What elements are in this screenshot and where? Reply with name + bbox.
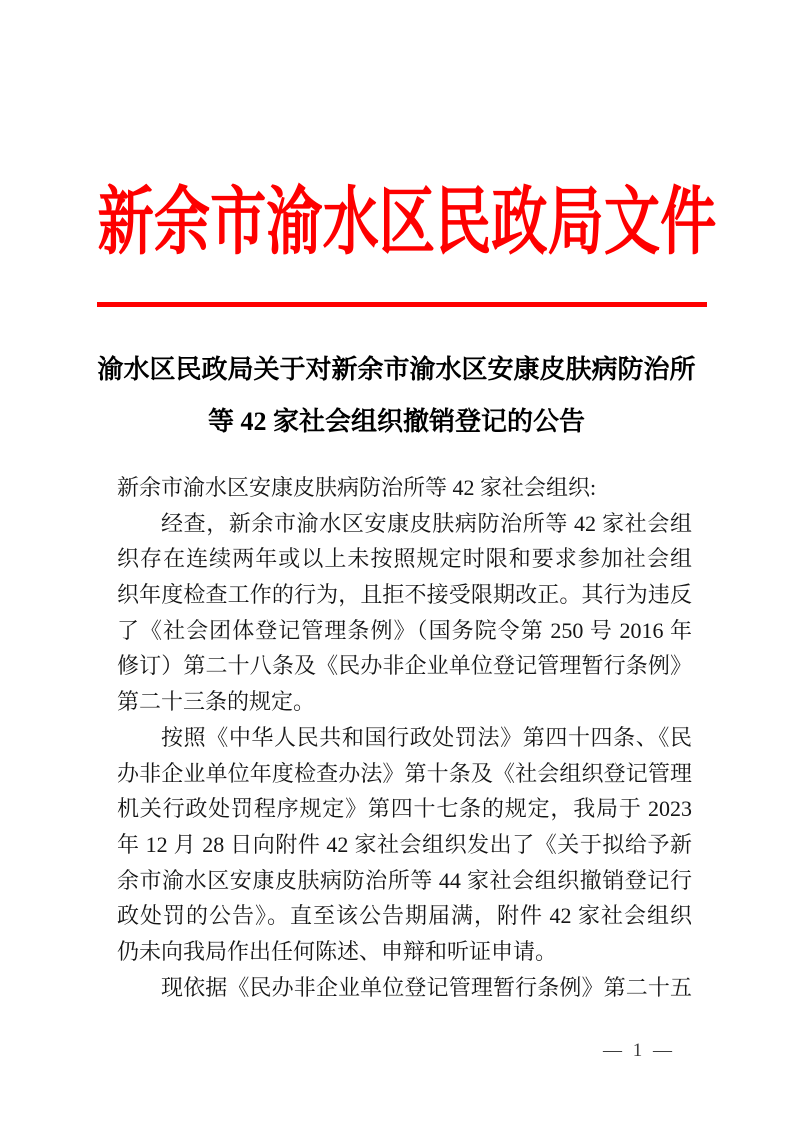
body-line-7: 第二十三条的规定。 (117, 689, 316, 715)
body-line-2: 经查，新余市渝水区安康皮肤病防治所等 42 家社会组 (161, 510, 692, 536)
body-line-4: 织年度检查工作的行为，且拒不接受限期改正。其行为违反 (117, 582, 692, 608)
document-title (50, 344, 743, 448)
body-line-11: 年 12 月 28 日向附件 42 家社会组织发出了《关于拟给予新 (117, 831, 692, 857)
letterhead-divider-rule (97, 302, 707, 307)
letterhead-title (0, 182, 793, 264)
body-line-3: 织存在连续两年或以上未按照规定时限和要求参加社会组 (117, 546, 692, 572)
body-line-1: 新余市渝水区安康皮肤病防治所等 42 家社会组织: (117, 475, 597, 500)
document-title-line-2: 等 42 家社会组织撤销登记的公告 (207, 407, 585, 436)
body-line-10: 机关行政处罚程序规定》第四十七条的规定，我局于 2023 (117, 796, 692, 822)
body-line-12: 余市渝水区安康皮肤病防治所等 44 家社会组织撤销登记行 (117, 867, 692, 893)
body-text (117, 470, 692, 1005)
page-number: — 1 — (603, 1040, 675, 1061)
body-line-6: 修订）第二十八条及《民办非企业单位登记管理暂行条例》 (117, 653, 692, 679)
body-line-5: 了《社会团体登记管理条例》（国务院令第 250 号 2016 年 (117, 617, 692, 643)
body-line-14: 仍未向我局作出任何陈述、申辩和听证申请。 (117, 938, 558, 964)
body-line-8: 按照《中华人民共和国行政处罚法》第四十四条、《民 (161, 724, 692, 750)
body-line-13: 政处罚的公告》。直至该公告期届满，附件 42 家社会组织 (117, 903, 692, 929)
letterhead-title-text: 新余市渝水区民政局文件 (97, 182, 717, 264)
body-line-9: 办非企业单位年度检查办法》第十条及《社会组织登记管理 (117, 760, 692, 786)
body-line-15: 现依据《民办非企业单位登记管理暂行条例》第二十五 (161, 974, 692, 1000)
document-title-line-1: 渝水区民政局关于对新余市渝水区安康皮肤病防治所 (97, 355, 696, 384)
